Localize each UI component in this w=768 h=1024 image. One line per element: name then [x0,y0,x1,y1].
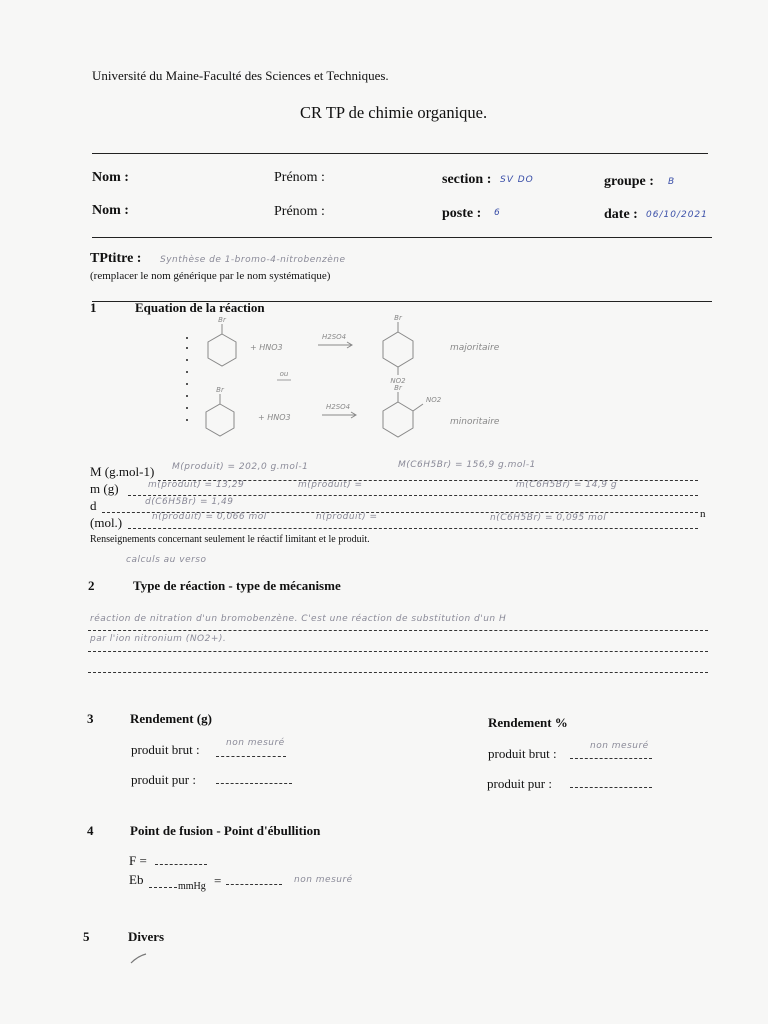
brut-pct-line [570,758,652,759]
section2-answer-2: par l'ion nitronium (NO2+). [90,634,227,644]
moles-suffix: n [700,508,706,520]
groupe-label: groupe : [604,174,654,189]
moles-product-2: n(produit) = [316,512,378,522]
section1-title: Equation de la réaction [135,300,265,315]
fusion-label: F = [129,853,147,868]
section3-number: 3 [87,711,94,726]
substituent-4: Br [394,384,402,392]
density-label: d [90,498,97,513]
university-name: Université du Maine-Faculté des Sciences et Techniques. [92,68,389,83]
date-value: 06/10/2021 [646,210,708,220]
pressure-line [149,887,177,888]
brut-g-line [216,756,286,757]
tp-title-note: (remplacer le nom générique par le nom systématique) [90,270,331,282]
molar-mass-product: M(produit) = 202,0 g.mol-1 [172,462,309,472]
or-label: ou [279,370,289,378]
section4-number: 4 [87,823,94,838]
mass-product-2: m(produit) = [298,480,363,490]
reagent-1: + HNO3 [250,343,283,352]
section5-number: 5 [83,929,90,944]
reaction-equation [180,312,560,440]
poste-label: poste : [442,206,482,221]
tp-title-label: TPtitre : [90,251,142,266]
brut-g-value: non mesuré [226,738,285,748]
nitro-1: NO2 [390,377,406,385]
header-divider [92,153,708,154]
ortho-product-ring [383,402,413,437]
brut-g-label: produit brut : [131,742,200,757]
section2-line-1 [88,630,708,631]
section2-line-3 [88,672,708,673]
ebullition-line [226,884,282,885]
section2-answer-1: réaction de nitration d'un bromobenzène. C'est une réaction de substitution d'un H [90,614,507,624]
section1-number: 1 [90,300,97,315]
pur-pct-label: produit pur : [487,776,552,791]
date-label: date : [604,207,638,222]
poste-value: 6 [494,208,501,218]
pur-pct-line [570,787,652,788]
molar-mass-label: M (g.mol-1) [90,464,155,479]
moles-label: (mol.) [90,515,123,530]
prenom-label-2: Prénom : [274,204,325,219]
section4-title: Point de fusion - Point d'ébullition [130,823,321,838]
nom-label-1: Nom : [92,170,129,185]
mass-line [128,495,698,496]
density-value: d(C6H5Br) = 1,49 [145,497,234,507]
section2-line-2 [88,651,708,652]
section5-title: Divers [128,929,165,944]
fusion-line [155,864,207,865]
brut-pct-label: produit brut : [488,746,557,761]
moles-line [128,528,698,529]
mass-product: m(produit) = 13,29 [148,480,245,490]
page-title: CR TP de chimie organique. [300,103,488,122]
section-label: section : [442,172,492,187]
nitro-2: NO2 [426,396,442,404]
rendement-pct-title: Rendement % [488,715,568,730]
tp-title-value: Synthèse de 1-bromo-4-nitrobenzène [160,255,346,265]
ebullition-value: non mesuré [294,875,353,885]
brut-pct-value: non mesuré [590,741,649,751]
moles-reagent: n(C6H5Br) = 0,095 mol [490,513,607,523]
section2-number: 2 [88,578,95,593]
mass-label: m (g) [90,481,119,496]
moles-product: n(produit) = 0,066 mol [152,512,267,522]
section-value: SV DO [500,175,534,185]
para-product-ring [383,332,413,367]
molar-mass-reagent: M(C6H5Br) = 156,9 g.mol-1 [398,460,536,470]
substituent-3: Br [394,314,402,322]
minor-label: minoritaire [450,417,500,427]
prenom-label-1: Prénom : [274,170,325,185]
mass-reagent: m(C6H5Br) = 14,9 g [516,480,618,490]
reagent-2: + HNO3 [258,413,291,422]
ebullition-label: Eb [129,872,144,887]
pressure-unit: mmHg [178,881,206,892]
section2-title: Type de réaction - type de mécanisme [133,578,341,593]
groupe-value: B [668,177,676,187]
rendement-g-title: Rendement (g) [130,711,212,726]
major-label: majoritaire [450,343,500,353]
substituent-2: Br [216,386,224,394]
condition-1: H2SO4 [322,333,347,341]
section1-footnote: Renseignements concernant seulement le réactif limitant et le produit. [90,534,370,545]
section1-handnote: calculs au verso [126,555,207,565]
pen-stroke [128,950,150,966]
condition-2: H2SO4 [326,403,351,411]
bromobenzene-ring-1 [208,334,236,366]
pur-g-label: produit pur : [131,772,196,787]
ebullition-equals: = [214,873,222,888]
nom-label-2: Nom : [92,203,129,218]
pur-g-line [216,783,292,784]
identity-divider [92,237,712,238]
substituent-1: Br [218,316,226,324]
bromobenzene-ring-2 [206,404,234,436]
